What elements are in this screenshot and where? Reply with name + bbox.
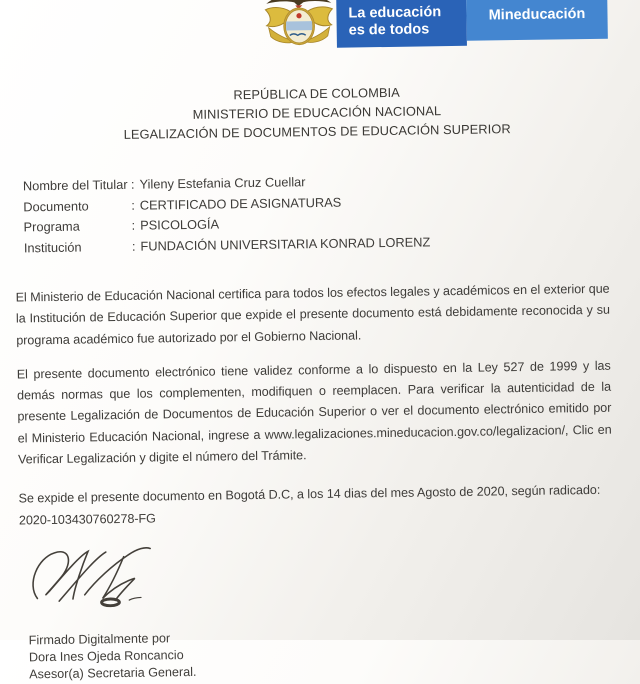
field-value: Yileny Estefania Cruz Cuellar — [139, 174, 306, 192]
handwritten-signature-image — [25, 542, 171, 618]
field-separator: : — [131, 238, 136, 254]
field-label: Institución — [23, 239, 82, 255]
field-value: CERTIFICADO DE ASIGNATURAS — [139, 194, 342, 213]
mineducacion-banner — [466, 0, 608, 41]
signer-name: Dora Ines Ojeda Roncancio — [28, 648, 184, 665]
validity-paragraph: El presente documento electrónico tiene validez conforme a lo dispuesto en la Ley 527 de 1999 y las demás normas que los complementen, modifiquen o reemplacen. Para verificar la autenticidad de la presente Legalización de Documentos de Educación Superior o ver el documento electrónico emitido por el Ministerio Educación Nacional, ingrese a www.legalizaciones.mineducacion.gov.co/legalizacion/, Clic en Verificar Legalización y digite el número del Trámite. — [16, 358, 612, 467]
title-ministry: MINISTERIO DE EDUCACIÓN NACIONAL — [192, 103, 442, 122]
field-label: Programa — [23, 218, 80, 235]
document-title — [0, 79, 637, 145]
signer-block — [29, 623, 640, 684]
field-label: Nombre del Titular — [22, 176, 128, 194]
document-body — [15, 279, 613, 532]
issuance-paragraph: Se expide el presente documento en Bogotá D.C, a los 14 dias del mes Agosto de 2020, según radicado: 2020-103430760278-FG — [18, 483, 601, 528]
certification-paragraph: El Ministerio de Educación Nacional certifica para todos los efectos legales y académicos en el exterior que la Institución de Educación Superior que expide el presente documento está debidamente reconocida y su programa académico fue autorizado por el Gobierno Nacional. — [15, 281, 610, 348]
slogan-line2: es de todos — [348, 21, 430, 39]
slogan-line1: La educación — [348, 4, 442, 22]
brand-label: Mineducación — [488, 6, 586, 24]
holder-fields — [23, 167, 639, 258]
field-separator: : — [131, 197, 135, 213]
field-separator: : — [130, 176, 135, 192]
field-separator: : — [131, 217, 136, 233]
field-value: PSICOLOGÍA — [140, 216, 220, 233]
field-value: FUNDACIÓN UNIVERSITARIA KONRAD LORENZ — [140, 233, 431, 254]
signature-area — [25, 542, 171, 618]
title-legalization: LEGALIZACIÓN DE DOCUMENTOS DE EDUCACIÓN SUPERIOR — [123, 121, 511, 142]
ministry-banner — [0, 0, 636, 55]
education-slogan-banner — [336, 0, 467, 48]
colombia-coat-of-arms-icon — [262, 0, 336, 51]
signed-digitally-label: Firmado Digitalmente por — [28, 631, 171, 648]
field-label: Documento — [23, 197, 89, 214]
signer-role: Asesor(a) Secretaria General. — [29, 665, 197, 682]
title-republic: REPÚBLICA DE COLOMBIA — [233, 84, 400, 103]
